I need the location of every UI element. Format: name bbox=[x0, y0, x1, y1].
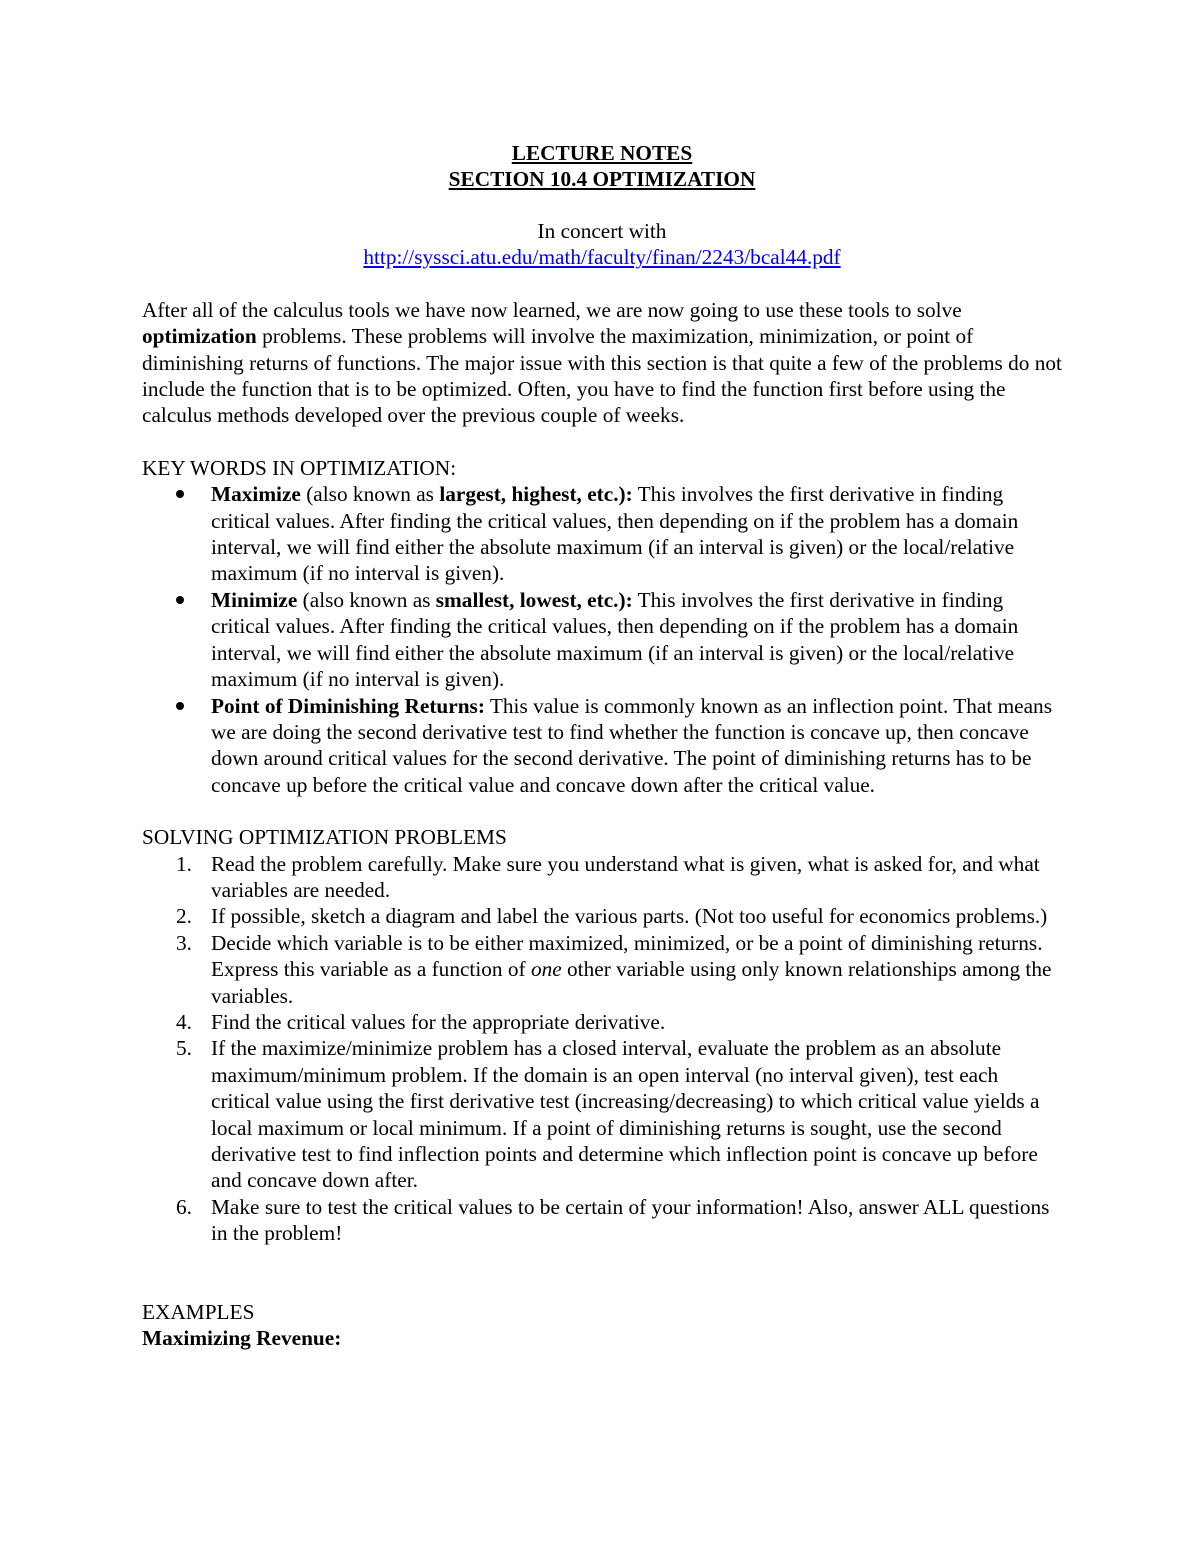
step-number: 4. bbox=[176, 1009, 192, 1034]
key-term-text: This involves the first derivative in finding critical values. After finding the critical values, then depending on if the problem has a domain interval, we will find either the absolute maximum (if an interval is given) or the local/relative maximum (if no interval is given). bbox=[211, 482, 1019, 586]
document-page bbox=[142, 140, 1062, 1351]
list-item bbox=[142, 693, 1062, 799]
examples-subheading bbox=[142, 1325, 1062, 1351]
bullet-icon bbox=[176, 702, 184, 710]
bullet-icon bbox=[176, 490, 184, 498]
key-term-paren: (also known as bbox=[297, 587, 436, 612]
key-term-text: This value is commonly known as an inflection point. That means we are doing the second derivative test to find whether the function is concave up, then concave down around critical values for the second derivative. The point of diminishing returns has to be concave up before the critical value and concave down after the critical value. bbox=[211, 693, 1052, 797]
reference-link[interactable]: http://syssci.atu.edu/math/faculty/finan/2243/bcal44.pdf bbox=[363, 245, 841, 270]
step-number: 1. bbox=[176, 851, 192, 876]
key-words-heading: KEY WORDS IN OPTIMIZATION: bbox=[142, 455, 457, 480]
list-item bbox=[142, 930, 1062, 1009]
list-item bbox=[142, 1194, 1062, 1247]
step-text: Decide which variable is to be either maximized, minimized, or be a point of diminishing returns. Express this variable as a function of bbox=[211, 930, 1043, 982]
list-item bbox=[142, 851, 1062, 904]
key-words-list bbox=[142, 481, 1062, 798]
list-item bbox=[142, 1009, 1062, 1035]
intro-bold-term: optimization bbox=[142, 324, 257, 349]
key-term: Minimize bbox=[211, 587, 298, 612]
list-item bbox=[142, 903, 1062, 929]
step-number: 6. bbox=[176, 1194, 192, 1219]
step-text: If possible, sketch a diagram and label the various parts. (Not too useful for economics problems.) bbox=[211, 904, 1048, 929]
step-text: If the maximize/minimize problem has a closed interval, evaluate the problem as an absolute maximum/minimum problem. If the domain is an open interval (no interval given), test each critical value using the first derivative test (increasing/decreasing) to which critical value yields a local maximum or local minimum. If a point of diminishing returns is sought, use the second derivative test to find inflection points and determine which inflection point is concave up before and concave down after. bbox=[211, 1036, 1040, 1193]
list-item bbox=[142, 1035, 1062, 1193]
step-italic-word: one bbox=[530, 957, 562, 982]
example-title: Maximizing Revenue: bbox=[142, 1326, 342, 1351]
key-term: Point of Diminishing Returns: bbox=[211, 693, 485, 718]
list-item bbox=[142, 481, 1062, 587]
step-number: 3. bbox=[176, 930, 192, 955]
solving-steps-list bbox=[142, 851, 1062, 1247]
spacer bbox=[142, 192, 1062, 218]
list-item bbox=[142, 587, 1062, 693]
intro-text-end: problems. These problems will involve the maximization, minimization, or point of diminishing returns of functions. The major issue with this section is that quite a few of the problems do not include the function that is to be optimized. Often, you have to find the function first before using the calculus methods developed over the previous couple of weeks. bbox=[142, 324, 1062, 428]
step-text: Read the problem carefully. Make sure you understand what is given, what is asked for, and what variables are needed. bbox=[211, 851, 1040, 902]
step-number: 2. bbox=[176, 904, 192, 929]
section-title: SECTION 10.4 OPTIMIZATION bbox=[448, 167, 756, 191]
key-term-aka: smallest, lowest, etc.): bbox=[435, 587, 633, 612]
step-text-end: other variable using only known relationships among the variables. bbox=[211, 957, 1052, 1008]
concert-note: In concert with bbox=[537, 219, 667, 243]
solving-heading: SOLVING OPTIMIZATION PROBLEMS bbox=[142, 825, 507, 850]
reference-link-line bbox=[142, 244, 1062, 270]
bullet-icon bbox=[176, 596, 184, 604]
key-term-aka: largest, highest, etc.): bbox=[439, 482, 633, 507]
intro-text-start: After all of the calculus tools we have now learned, we are now going to use these tools to solve bbox=[142, 297, 962, 322]
key-term-text: This involves the first derivative in finding critical values. After finding the critical values, then depending on if the problem has a domain interval, we will find either the absolute maximum (if an interval is given) or the local/relative maximum (if no interval is given). bbox=[211, 587, 1019, 692]
step-text: Make sure to test the critical values to be certain of your information! Also, answer ALL questions in the problem! bbox=[211, 1194, 1050, 1246]
intro-paragraph bbox=[142, 297, 1062, 429]
key-term: Maximize bbox=[211, 482, 301, 507]
step-text: Find the critical values for the appropriate derivative. bbox=[211, 1009, 666, 1034]
examples-heading: EXAMPLES bbox=[142, 1299, 255, 1324]
step-number: 5. bbox=[176, 1036, 192, 1061]
key-term-paren: (also known as bbox=[300, 482, 440, 507]
document-title: LECTURE NOTES bbox=[511, 141, 693, 165]
